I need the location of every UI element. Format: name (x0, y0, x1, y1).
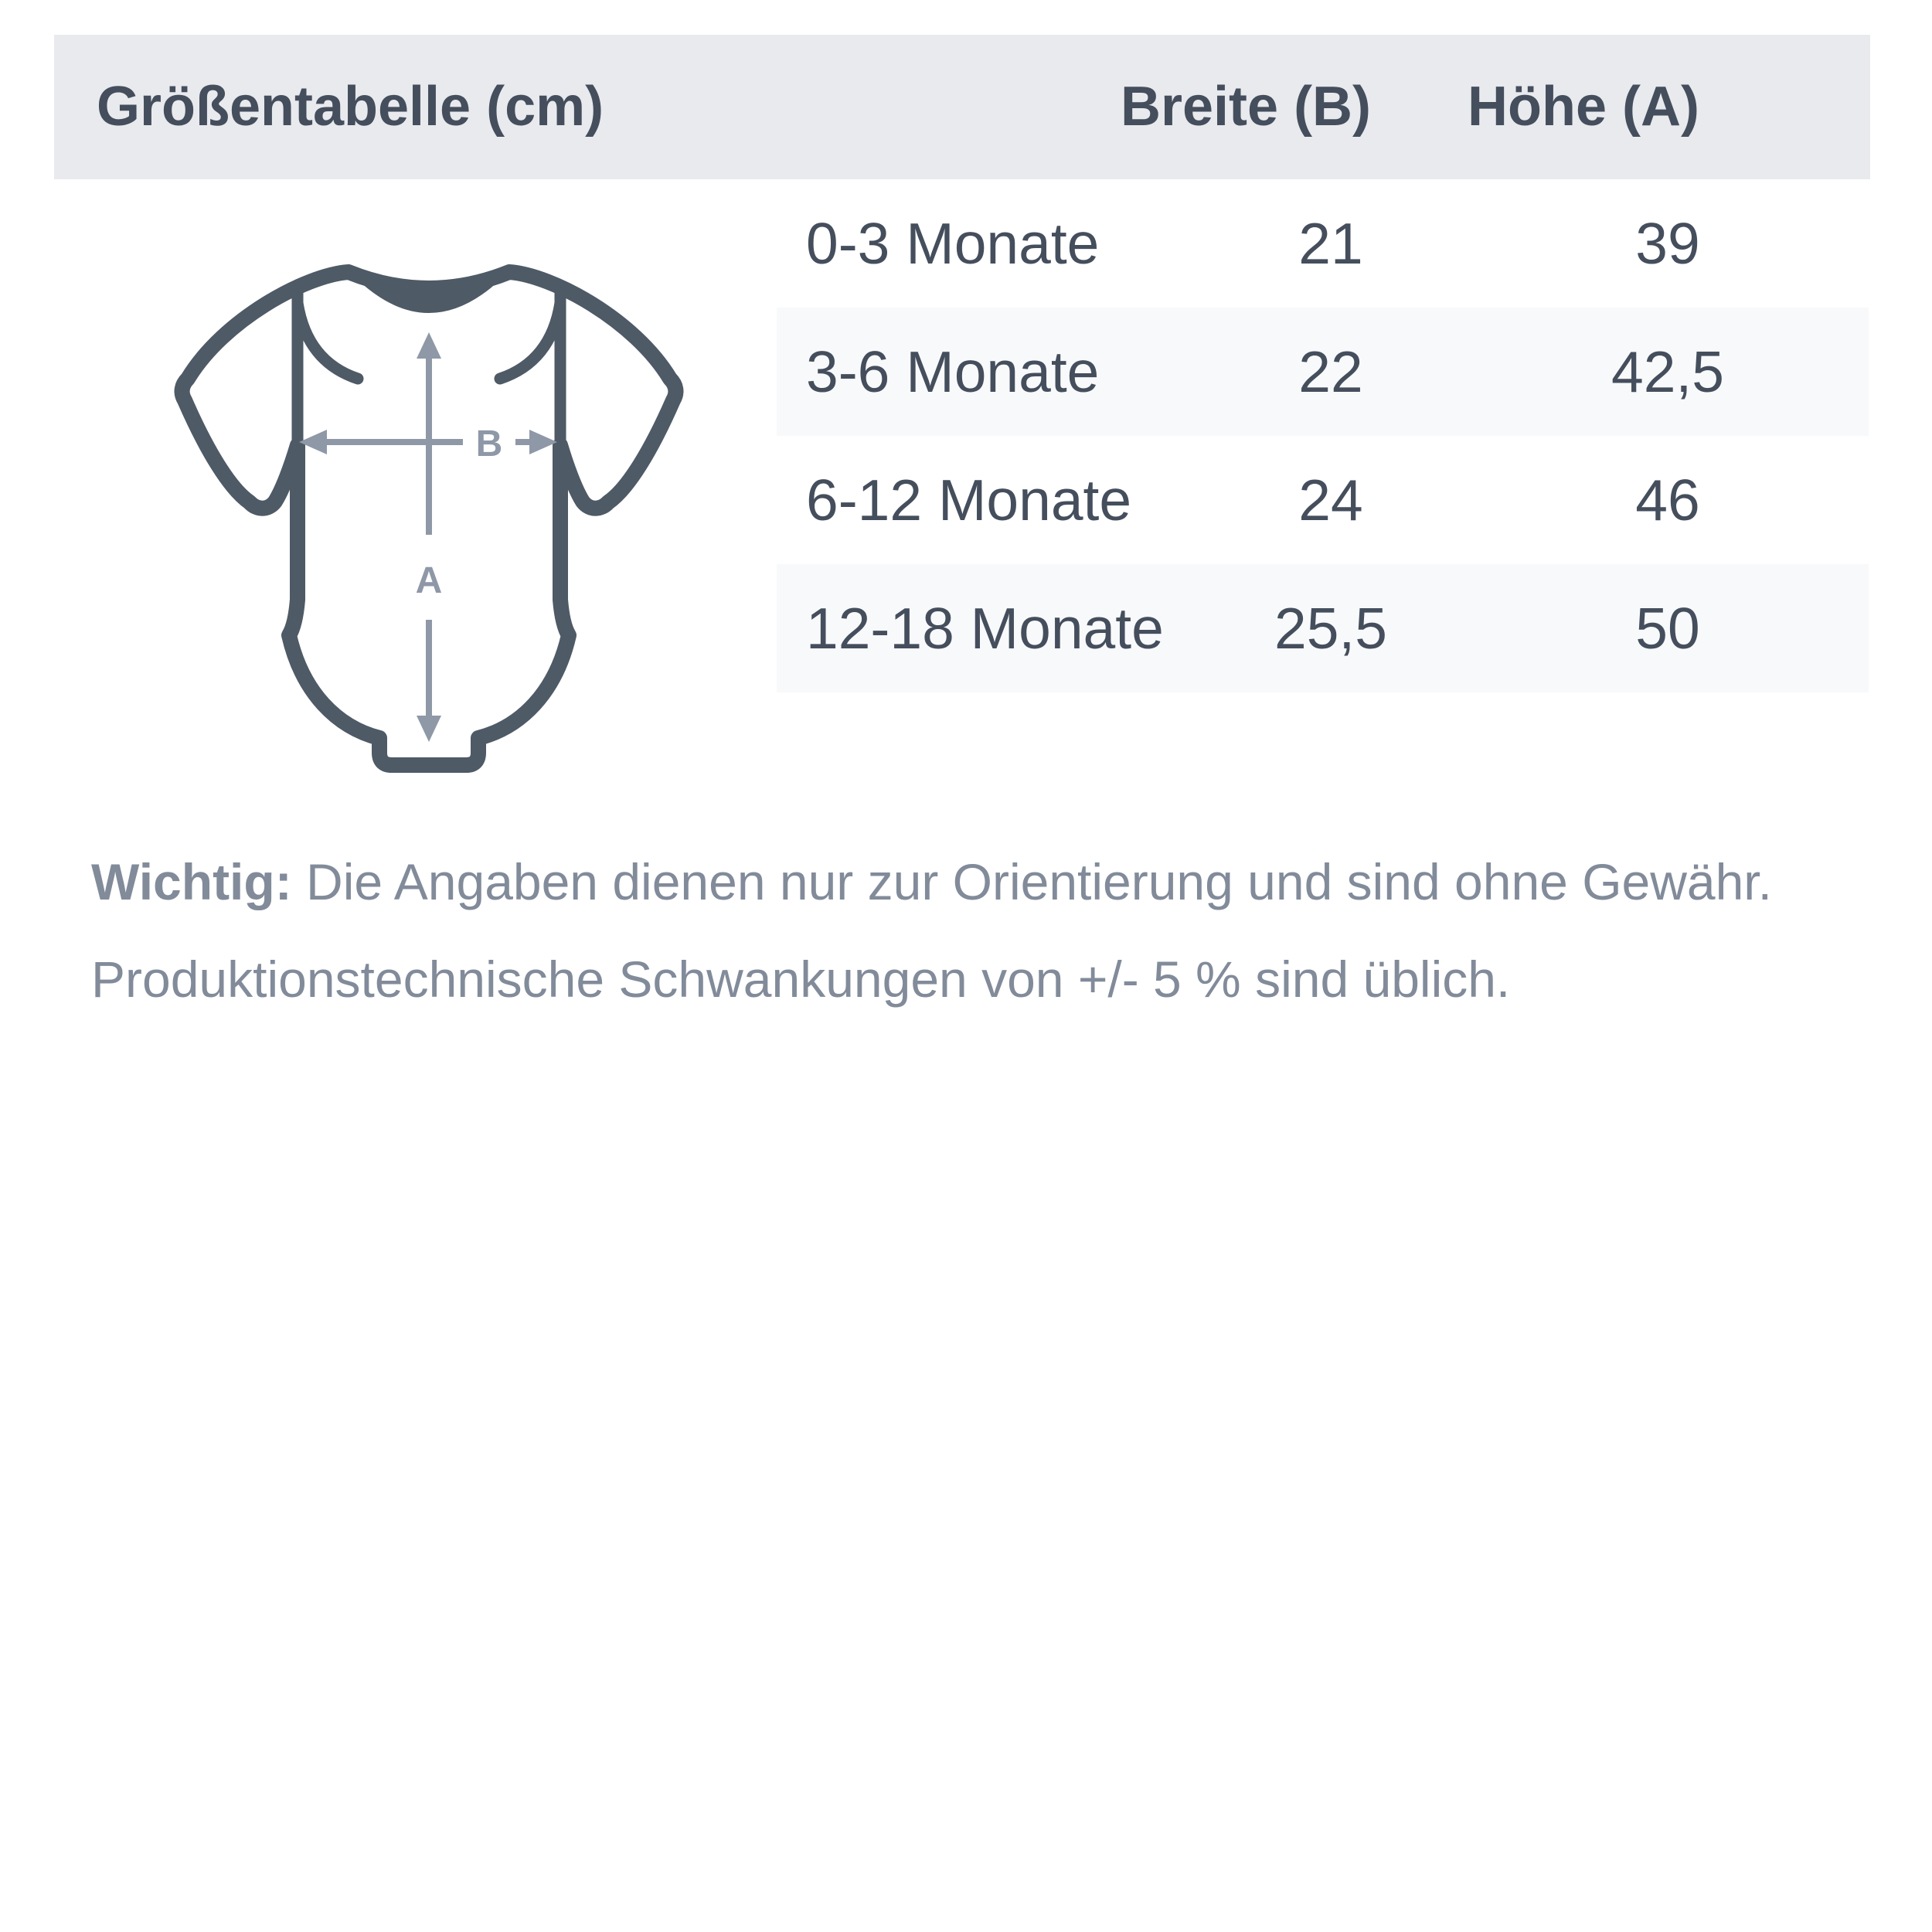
size-label: 12-18 Monate (806, 596, 1164, 661)
table-row (777, 564, 1869, 692)
breite-value: 25,5 (1274, 596, 1387, 661)
table-row (777, 436, 1869, 564)
table-row (777, 308, 1869, 436)
baby-bodysuit-icon (174, 263, 684, 773)
column-header-breite: Breite (B) (1120, 76, 1372, 138)
note-label: Wichtig: (91, 853, 292, 910)
disclaimer-note (91, 833, 1853, 1028)
size-table (777, 179, 1869, 692)
note-line-1 (91, 833, 1853, 930)
breite-value: 24 (1298, 468, 1363, 532)
table-row (777, 179, 1869, 308)
size-label: 3-6 Monate (806, 339, 1100, 404)
hoehe-value: 50 (1635, 596, 1700, 661)
table-header-band (54, 35, 1870, 179)
note-line-2 (91, 930, 1853, 1028)
size-label: 0-3 Monate (806, 211, 1100, 276)
note-text-2: Produktionstechnische Schwankungen von +/- 5 % sind üblich. (91, 951, 1511, 1008)
height-label: A (415, 560, 443, 601)
page-title: Größentabelle (cm) (97, 76, 604, 138)
hoehe-value: 46 (1635, 468, 1700, 532)
hoehe-value: 42,5 (1611, 339, 1724, 404)
breite-value: 22 (1298, 339, 1363, 404)
note-text-1: Die Angaben dienen nur zur Orientierung und sind ohne Gewähr. (306, 853, 1772, 910)
hoehe-value: 39 (1635, 211, 1700, 276)
size-label: 6-12 Monate (806, 468, 1132, 532)
breite-value: 21 (1298, 211, 1363, 276)
width-label: B (475, 423, 503, 464)
column-header-hoehe: Höhe (A) (1468, 76, 1699, 138)
bodysuit-measurement-diagram (174, 263, 684, 773)
